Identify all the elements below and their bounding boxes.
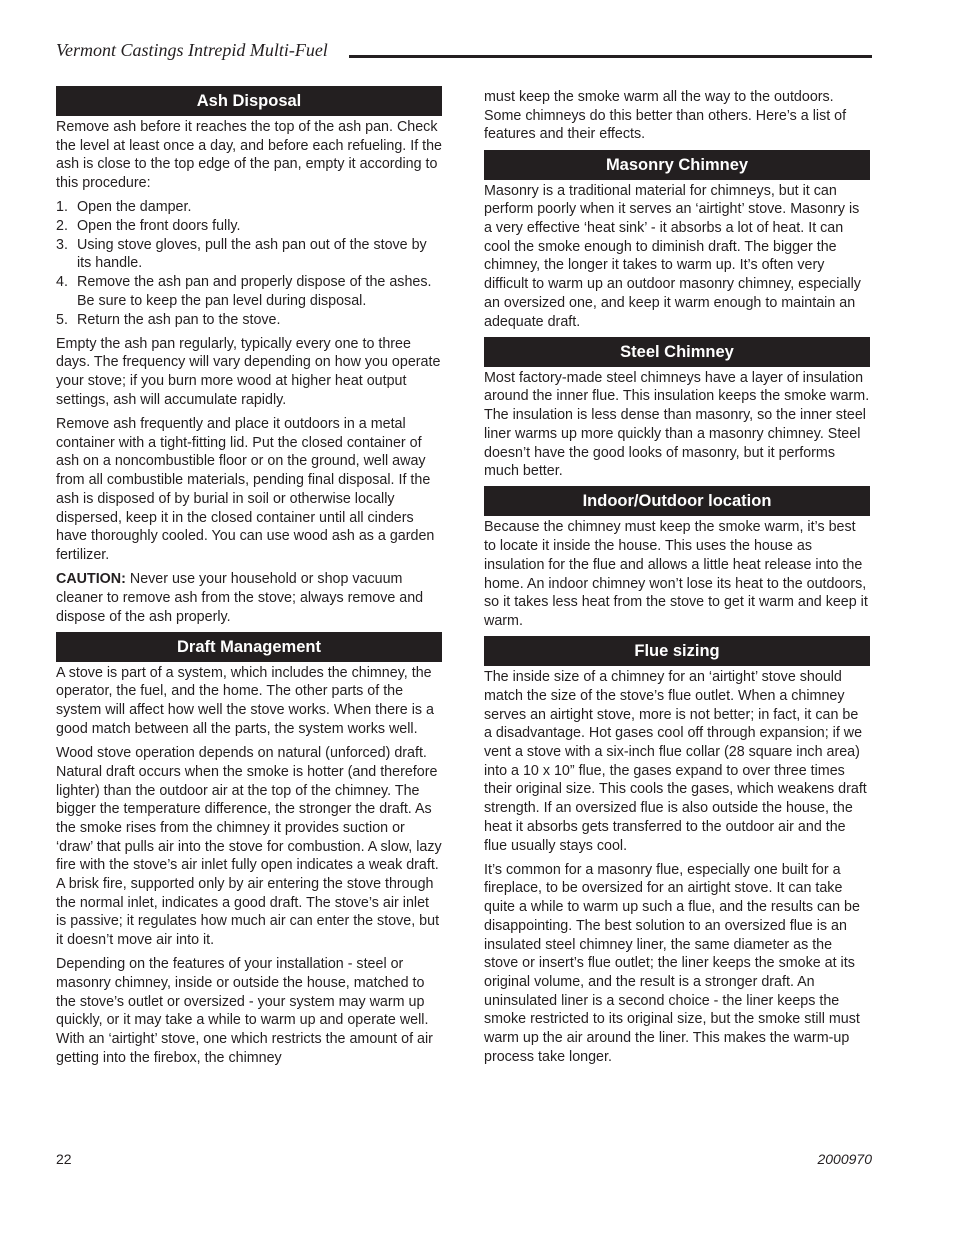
caution-paragraph — [56, 570, 442, 626]
list-item — [56, 311, 442, 330]
list-number: 2. — [56, 218, 68, 235]
list-item — [56, 198, 442, 217]
steel-paragraph: Most factory-made steel chimneys have a layer of insulation around the inner flue. This insulation keeps the smoke warm. The insulation is less dense than masonry, so the inner steel liner warms up more quickly than a masonry chimney. Steel doesn’t have the good looks of masonry, but it performs much better. — [484, 369, 870, 480]
draft-paragraph-installation: Depending on the features of your installation - steel or masonry chimney, inside or outside the house, matched to the stove’s outlet or oversized - your system may warm up quickly, or it may take a while to warm up and operate well. With an ‘airtight’ stove, one which restricts the amount of air getting into the firebox, the chimney — [56, 956, 433, 1066]
list-text: Return the ash pan to the stove. — [77, 311, 281, 328]
caution-text: Never use your household or shop vacuum cleaner to remove ash from the stove; always remove and dispose of the ash properly. — [56, 571, 424, 625]
section-heading-indoor-outdoor-location: Indoor/Outdoor location — [484, 486, 870, 516]
list-item — [56, 273, 442, 310]
header-rule — [349, 55, 872, 58]
page-number: 22 — [56, 1151, 72, 1167]
masonry-paragraph: Masonry is a traditional material for chimneys, but it can perform poorly when it serves an ‘airtight’ stove. Masonry is a very effective ‘heat sink’ - it absorbs a lot of heat. It can cool the smoke enough to diminish draft. The bigger the chimney, the longer it takes to warm up. It’s often very difficult to warm up an outdoor masonry chimney, especially an oversized one, and keep it warm enough to maintain an adequate draft. — [484, 182, 861, 330]
ash-paragraph-frequency: Empty the ash pan regularly, typically every one to three days. The frequency will vary depending on how you operate your stove; if you burn more wood at higher heat output settings, ash will accumulate rapidly. — [56, 335, 441, 408]
flue-paragraph-liner: It’s common for a masonry flue, especially one built for a fireplace, to be oversized for an airtight stove. It can take quite a while to warm up such a flue, and the results can be disappointing. The best solution to an oversized flue is an insulated steel chimney liner, the same diameter as the stove or insert’s flue outlet; the liner keeps the smoke at its original volume, and the result is a stronger draft. An uninsulated liner is a second choice - the liner keeps the smoke restricted to its original size, but the smoke still must warm up the air around the liner. This makes the warm-up process take longer. — [484, 861, 860, 1065]
list-number: 3. — [56, 236, 68, 253]
draft-paragraph-system: A stove is part of a system, which includes the chimney, the operator, the fuel, and the home. The other parts of the system will affect how well the stove works. When there is a good match between all the parts, the system works well. — [56, 664, 434, 737]
document-title: Vermont Castings Intrepid Multi-Fuel — [56, 40, 328, 60]
list-text: Open the damper. — [77, 199, 192, 216]
list-item — [56, 236, 442, 273]
right-column — [484, 88, 870, 1072]
list-text: Open the front doors fully. — [77, 218, 241, 235]
section-heading-masonry-chimney: Masonry Chimney — [484, 150, 870, 180]
list-number: 1. — [56, 199, 68, 216]
left-column — [56, 86, 442, 1073]
list-item — [56, 217, 442, 236]
caution-label: CAUTION: — [56, 571, 126, 588]
ash-paragraph-storage: Remove ash frequently and place it outdoors in a metal container with a tight-fitting lid. Put the closed container of ash on a noncombustible floor or on the ground, well away from all combustible materials, pending final disposal. If the ash is disposed of by burial in soil or otherwise locally dispersed, keep it in the closed container until all cinders have thoroughly cooled. You can use wood ash as a garden fertilizer. — [56, 416, 435, 563]
list-number: 5. — [56, 311, 68, 328]
location-paragraph: Because the chimney must keep the smoke warm, it’s best to locate it inside the house. This uses the house as insulation for the flue and allows a little heat release into the home. An indoor chimney won’t lose its heat to the outdoors, so it takes less heat from the stove to get it warm and keep it warm. — [484, 519, 868, 629]
draft-paragraph-natural: Wood stove operation depends on natural (unforced) draft. Natural draft occurs when the smoke is hotter (and therefore lighter) than the outdoor air at the top of the chimney. The bigger the temperature difference, the stronger the draft. As the smoke rises from the chimney it provides suction or ‘draw’ that pulls air into the stove for combustion. A slow, lazy fire with the stove’s air inlet fully open indicates a weak draft. A brisk fire, supported only by air entering the stove through the normal inlet, indicates a good draft. The stove’s air inlet is passive; it regulates how much air can enter the stove, but it doesn’t move air into it. — [56, 745, 442, 949]
list-text: Using stove gloves, pull the ash pan out of the stove by its handle. — [77, 236, 427, 272]
section-heading-draft-management: Draft Management — [56, 632, 442, 662]
list-number: 4. — [56, 274, 68, 291]
section-heading-flue-sizing: Flue sizing — [484, 636, 870, 666]
list-text: Remove the ash pan and properly dispose of the ashes. Be sure to keep the pan level during disposal. — [77, 274, 432, 309]
continued-paragraph: must keep the smoke warm all the way to the outdoors. Some chimneys do this better than others. Here’s a list of features and their effects. — [484, 89, 847, 143]
ash-intro-paragraph: Remove ash before it reaches the top of the ash pan. Check the level at least once a day, and before each refueling. If the ash is close to the top edge of the pan, empty it according to this procedure: — [56, 119, 443, 192]
page-header — [56, 40, 872, 62]
section-heading-steel-chimney: Steel Chimney — [484, 337, 870, 367]
flue-paragraph-size: The inside size of a chimney for an ‘airtight’ stove should match the size of the stove’s flue outlet. When a chimney serves an airtight stove, more is not better; in fact, it can be a disadvantage. Hot gases cool off through expansion; if we vent a stove with a six-inch flue collar (28 square inch area) into a 10 x 10” flue, the gases expand to over three times their original size. This cools the gases, which weakens draft strength. If an oversized flue is also outside the house, the heat it absorbs gets transferred to the outdoor air and the flue usually stays cool. — [484, 669, 867, 854]
section-heading-ash-disposal: Ash Disposal — [56, 86, 442, 116]
ash-procedure-list — [56, 198, 442, 329]
document-number: 2000970 — [817, 1151, 872, 1167]
